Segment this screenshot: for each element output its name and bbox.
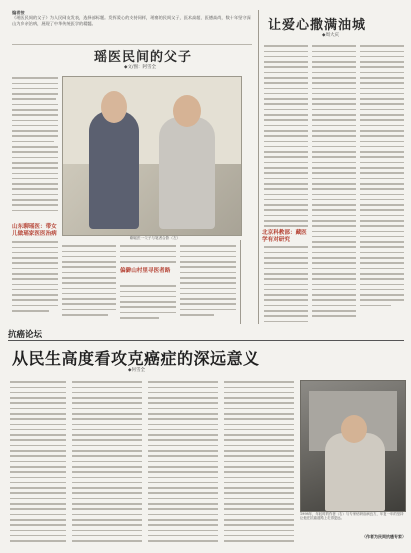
article3-column-1 bbox=[10, 380, 66, 550]
article3-column-4 bbox=[224, 380, 294, 550]
article1-column-3 bbox=[120, 244, 176, 268]
article1-column-3b bbox=[120, 284, 176, 322]
article1-column-1b bbox=[12, 240, 58, 320]
article2-left-rule bbox=[258, 10, 259, 324]
section-label: 抗癌论坛 bbox=[8, 330, 43, 340]
article1-author: ◆文/图：阿雪全 bbox=[124, 65, 156, 70]
editor-note-text: 《瑶医民间的父子》为人民网友发表，选择部标题。发挥爱心的支持同样，瑶寨的民间父子，医术高超、医德高尚，数十年坚守深山为乡亲治病，展现了中华传统医学的精髓。 bbox=[12, 15, 251, 26]
editor-note-label: 编者按 bbox=[12, 10, 25, 15]
article1-photo bbox=[62, 76, 242, 236]
article3-column-2 bbox=[72, 380, 142, 550]
article2-column-3 bbox=[360, 44, 404, 324]
article3-title: 从民生高度看攻克癌症的深远意义 bbox=[12, 349, 260, 368]
article1-subhead-3: 北京科教部：藏医学有对研究 bbox=[262, 230, 310, 244]
article3-photo-caption: 1998年，年轻时的作者（右）与专家钻研治病良方，年复一年的坚持让他在抗癌道路上走得更远。 bbox=[300, 512, 404, 521]
article1-column-4 bbox=[180, 244, 236, 322]
article2-column-1 bbox=[264, 44, 308, 324]
article1-photo-caption: 聊瑶医一父子与笔者合影（左） bbox=[129, 236, 181, 240]
column-rule bbox=[240, 240, 241, 324]
article3-column-3 bbox=[148, 380, 218, 550]
article3-footnote: （作者为民间抗癌专家） bbox=[362, 534, 406, 539]
editor-note bbox=[12, 10, 252, 45]
article2-author: ◆周大庆 bbox=[322, 33, 339, 38]
section-rule bbox=[8, 340, 404, 341]
article1-column-2 bbox=[62, 244, 116, 322]
article2-column-2 bbox=[312, 44, 356, 324]
article1-subhead-2: 偏僻山村里寻医者路 bbox=[120, 268, 171, 274]
article3-author: ◆何雪全 bbox=[128, 368, 145, 373]
article2-title: 让爱心撒满油城 bbox=[268, 18, 367, 33]
article1-subhead-1: 山东聊瑶医：带女儿做瑶家医医治病 bbox=[12, 224, 57, 237]
article1-title: 瑶医民间的父子 bbox=[93, 50, 192, 65]
article3-photo bbox=[300, 380, 406, 512]
